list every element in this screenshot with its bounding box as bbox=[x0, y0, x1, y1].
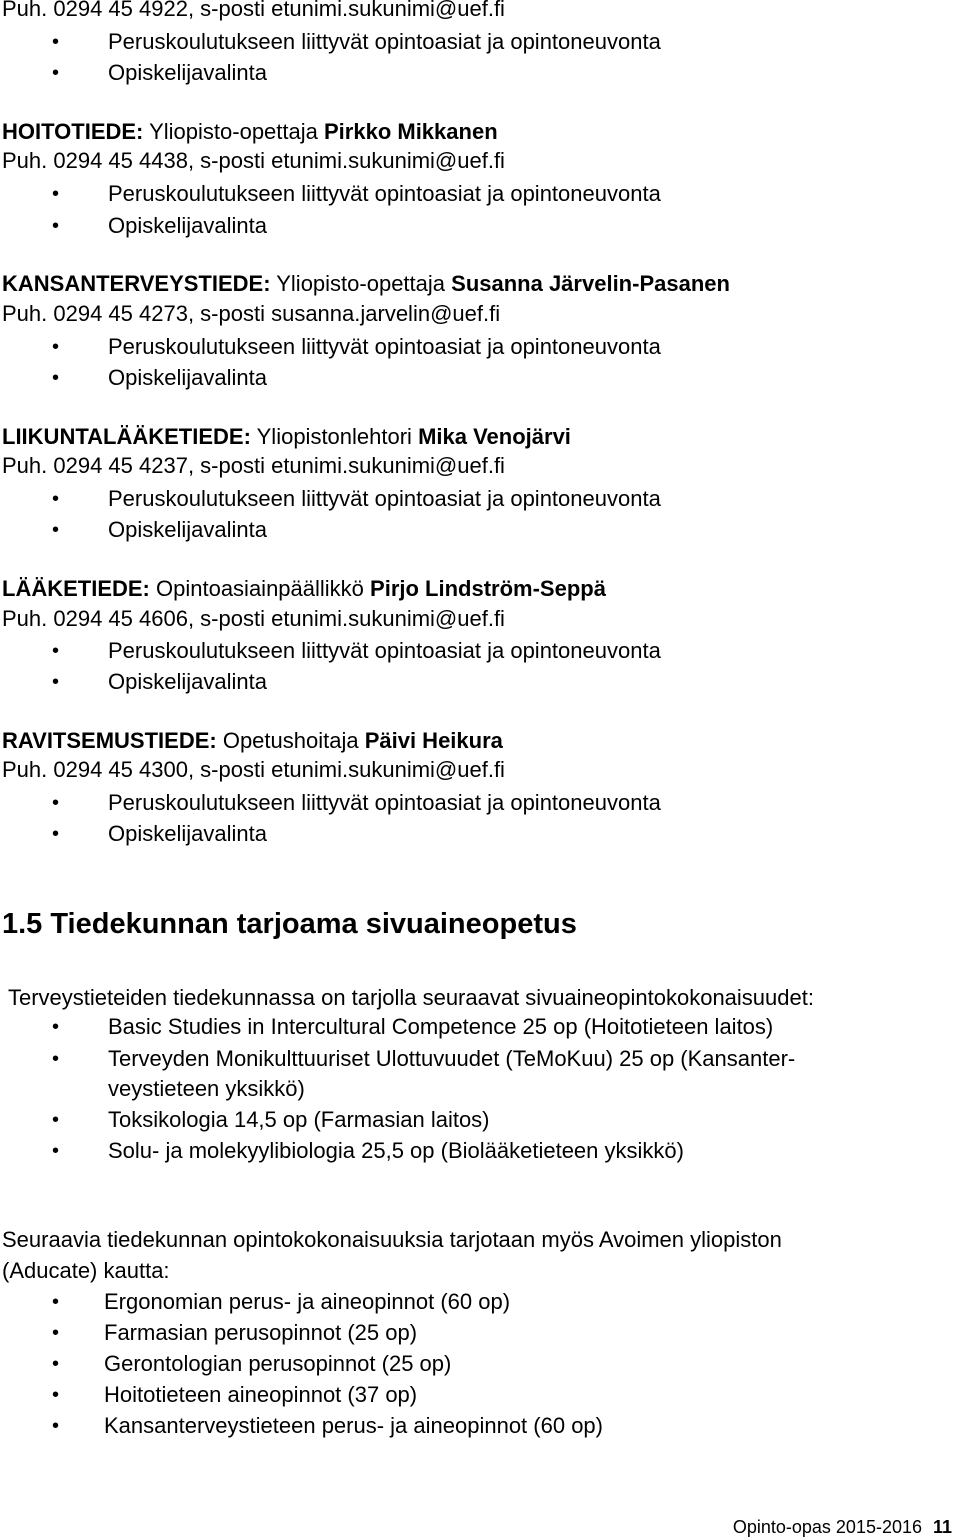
bullet-icon: • bbox=[52, 1016, 60, 1038]
bullet-icon: • bbox=[52, 1291, 60, 1313]
contact-role: Opetushoitaja bbox=[216, 728, 365, 753]
department-name: HOITOTIEDE: bbox=[2, 119, 144, 144]
bullet-icon: • bbox=[52, 1415, 60, 1437]
list-item: Opiskelijavalinta bbox=[108, 60, 267, 85]
list-item: Opiskelijavalinta bbox=[108, 669, 267, 694]
bullet-icon: • bbox=[52, 1140, 60, 1162]
list-item: Hoitotieteen aineopinnot (37 op) bbox=[104, 1382, 418, 1407]
bullet-icon: • bbox=[52, 671, 60, 693]
list-item: Peruskoulutukseen liittyvät opintoasiat ja opintoneuvonta bbox=[108, 29, 661, 54]
contact-heading bbox=[2, 728, 503, 754]
bullet-icon: • bbox=[52, 792, 60, 814]
contact-person: Mika Venojärvi bbox=[418, 424, 571, 449]
list-item: Peruskoulutukseen liittyvät opintoasiat ja opintoneuvonta bbox=[108, 486, 661, 511]
list-item: Opiskelijavalinta bbox=[108, 365, 267, 390]
list-item: Peruskoulutukseen liittyvät opintoasiat ja opintoneuvonta bbox=[108, 334, 661, 359]
bullet-icon: • bbox=[52, 367, 60, 389]
bullet-icon: • bbox=[52, 823, 60, 845]
bullet-icon: • bbox=[52, 1384, 60, 1406]
list-item: Terveyden Monikulttuuriset Ulottuvuudet (TeMoKuu) 25 op (Kansanter- bbox=[108, 1046, 796, 1071]
list-item: Peruskoulutukseen liittyvät opintoasiat ja opintoneuvonta bbox=[108, 790, 661, 815]
list-item: Kansanterveystieteen perus- ja aineopinnot (60 op) bbox=[104, 1413, 603, 1438]
list-item: Peruskoulutukseen liittyvät opintoasiat ja opintoneuvonta bbox=[108, 181, 661, 206]
phone-line: Puh. 0294 45 4273, s-posti susanna.jarvelin@uef.fi bbox=[2, 301, 501, 326]
bullet-icon: • bbox=[52, 1109, 60, 1131]
list-item: Opiskelijavalinta bbox=[108, 517, 267, 542]
contact-person: Pirjo Lindström-Seppä bbox=[370, 576, 606, 601]
page-number: 11 bbox=[932, 1517, 952, 1537]
bullet-icon: • bbox=[52, 1353, 60, 1375]
contact-person: Päivi Heikura bbox=[364, 728, 503, 753]
bullet-icon: • bbox=[52, 640, 60, 662]
contact-role: Yliopisto-opettaja bbox=[270, 271, 452, 296]
phone-line: Puh. 0294 45 4438, s-posti etunimi.sukunimi@uef.fi bbox=[2, 148, 505, 173]
bullet-icon: • bbox=[52, 31, 60, 53]
list-item: Farmasian perusopinnot (25 op) bbox=[104, 1320, 418, 1345]
section-heading: 1.5 Tiedekunnan tarjoama sivuaineopetus bbox=[2, 908, 577, 940]
phone-line: Puh. 0294 45 4300, s-posti etunimi.sukunimi@uef.fi bbox=[2, 757, 505, 782]
list-item: Ergonomian perus- ja aineopinnot (60 op) bbox=[104, 1289, 511, 1314]
open-university-paragraph: Seuraavia tiedekunnan opintokokonaisuuksia tarjotaan myös Avoimen yliopiston bbox=[2, 1227, 782, 1252]
bullet-icon: • bbox=[52, 519, 60, 541]
intro-paragraph: Terveystieteiden tiedekunnassa on tarjolla seuraavat sivuaineopintokokonaisuudet: bbox=[8, 985, 814, 1010]
department-name: LÄÄKETIEDE: bbox=[2, 576, 150, 601]
bullet-icon: • bbox=[52, 215, 60, 237]
contact-role: Opintoasiainpäällikkö bbox=[149, 576, 371, 601]
phone-line: Puh. 0294 45 4237, s-posti etunimi.sukunimi@uef.fi bbox=[2, 453, 505, 478]
contact-heading bbox=[2, 576, 606, 602]
open-university-paragraph-cont: (Aducate) kautta: bbox=[2, 1258, 170, 1283]
department-name: KANSANTERVEYSTIEDE: bbox=[2, 271, 271, 296]
list-item: Opiskelijavalinta bbox=[108, 821, 267, 846]
contact-person: Susanna Järvelin-Pasanen bbox=[451, 271, 730, 296]
bullet-icon: • bbox=[52, 1322, 60, 1344]
list-item-continuation: veystieteen yksikkö) bbox=[108, 1076, 305, 1101]
bullet-icon: • bbox=[52, 62, 60, 84]
list-item: Opiskelijavalinta bbox=[108, 213, 267, 238]
list-item: Basic Studies in Intercultural Competence 25 op (Hoitotieteen laitos) bbox=[108, 1014, 774, 1039]
bullet-icon: • bbox=[52, 1048, 60, 1070]
contact-heading bbox=[2, 424, 571, 450]
department-name: LIIKUNTALÄÄKETIEDE: bbox=[2, 424, 251, 449]
list-item: Gerontologian perusopinnot (25 op) bbox=[104, 1351, 452, 1376]
bullet-icon: • bbox=[52, 183, 60, 205]
contact-person: Pirkko Mikkanen bbox=[324, 119, 498, 144]
contact-role: Yliopistonlehtori bbox=[250, 424, 419, 449]
bullet-icon: • bbox=[52, 336, 60, 358]
bullet-icon: • bbox=[52, 488, 60, 510]
phone-line: Puh. 0294 45 4606, s-posti etunimi.sukunimi@uef.fi bbox=[2, 606, 505, 631]
list-item: Toksikologia 14,5 op (Farmasian laitos) bbox=[108, 1107, 490, 1132]
phone-line: Puh. 0294 45 4922, s-posti etunimi.sukunimi@uef.fi bbox=[2, 0, 505, 21]
list-item: Peruskoulutukseen liittyvät opintoasiat ja opintoneuvonta bbox=[108, 638, 661, 663]
contact-heading bbox=[2, 119, 498, 145]
contact-role: Yliopisto-opettaja bbox=[143, 119, 324, 144]
footer-guide-title: Opinto-opas 2015-2016 bbox=[732, 1517, 922, 1537]
contact-heading bbox=[2, 271, 730, 297]
list-item: Solu- ja molekyylibiologia 25,5 op (Biolääketieteen yksikkö) bbox=[108, 1138, 684, 1163]
department-name: RAVITSEMUSTIEDE: bbox=[2, 728, 217, 753]
